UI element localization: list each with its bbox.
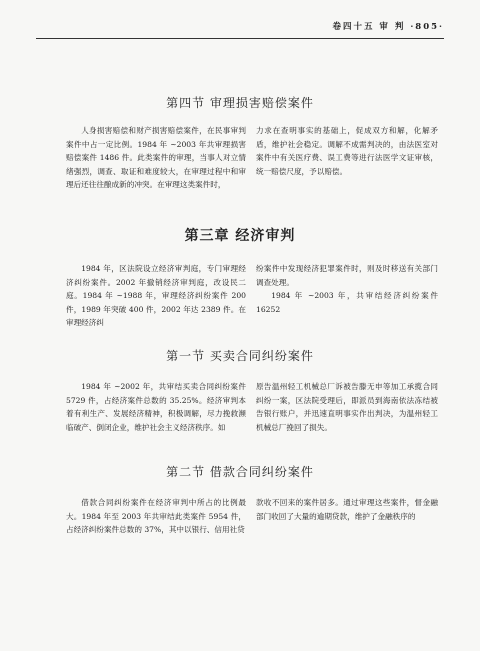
header-rule <box>36 38 444 39</box>
section-title-loan-contract: 第二节 借款合同纠纷案件 <box>166 465 314 479</box>
paragraph-loan-left: 借款合同纠纷案件在经济审判中所占的比例最大。1984 年至 2003 年共审结此类案件 5954 件，占经济纠纷案件总数的 37%，其中以银行、信用社贷 <box>66 498 246 535</box>
paragraph-damages-right: 力求在查明事实的基础上，促成双方和解，化解矛盾，维护社会稳定。调解不成需判决的，由法医室对案件中有关医疗费、误工费等进行法医学文证审核，统一赔偿尺度，予以赔偿。 <box>256 126 438 176</box>
section-title-sales-contract: 第一节 买卖合同纠纷案件 <box>166 349 314 363</box>
paragraph-sales-left: 1984 年 ~2002 年，共审结买卖合同纠纷案件 5729 件，占经济案件总数的 35.25%。经济审判本着有利生产、发展经济精神，积极调解，尽力挽救濒临破产、倒闭企业，维护社会主义经济秩序。如 <box>66 382 246 432</box>
section-title-damages: 第四节 审理损害赔偿案件 <box>166 96 314 110</box>
paragraph-damages-left: 人身损害赔偿和财产损害赔偿案件，在民事审判案件中占一定比例。1984 年 ~2003 年共审理损害赔偿案件 1486 件。此类案件的审理，当事人对立情绪强烈，调查、取证和难度较大，在审理过程中和审理后还往往酿成新的冲突。在审理这类案件时， <box>66 126 246 190</box>
paragraph-economic-left: 1984 年，区法院设立经济审判庭，专门审理经济纠纷案件。2002 年撤销经济审判庭，改设民二庭。1984 年 ~1988 年，审理经济纠纷案件 200 件，1989 年突破 400 件，2002 年达 2389 件。在审理经济纠 <box>66 264 246 328</box>
paragraph-loan-right: 款收不回来的案件居多。通过审理这些案件，督金融部门收回了大量的逾期贷款，维护了金融秩序的 <box>256 498 438 521</box>
running-title: 卷四十五 审 判 ·805· <box>332 22 444 32</box>
paragraph-economic-right: 纷案件中发现经济犯罪案件时，则及时移送有关部门调查处理。 <box>256 264 438 287</box>
page-header <box>0 20 480 36</box>
chapter-title-economic: 第三章 经济审判 <box>184 228 296 244</box>
paragraph-sales-right: 原告温州轻工机械总厂诉被告滕无申等加工承揽合同纠纷一案，区法院受理后，即派员到海南依法冻结被告银行账户，并迅速直明事实作出判决，为温州轻工机械总厂挽回了损失。 <box>256 382 438 432</box>
paragraph-economic-right-2: 1984 年 ~2003 年，共审结经济纠纷案件 16252 <box>256 291 438 314</box>
